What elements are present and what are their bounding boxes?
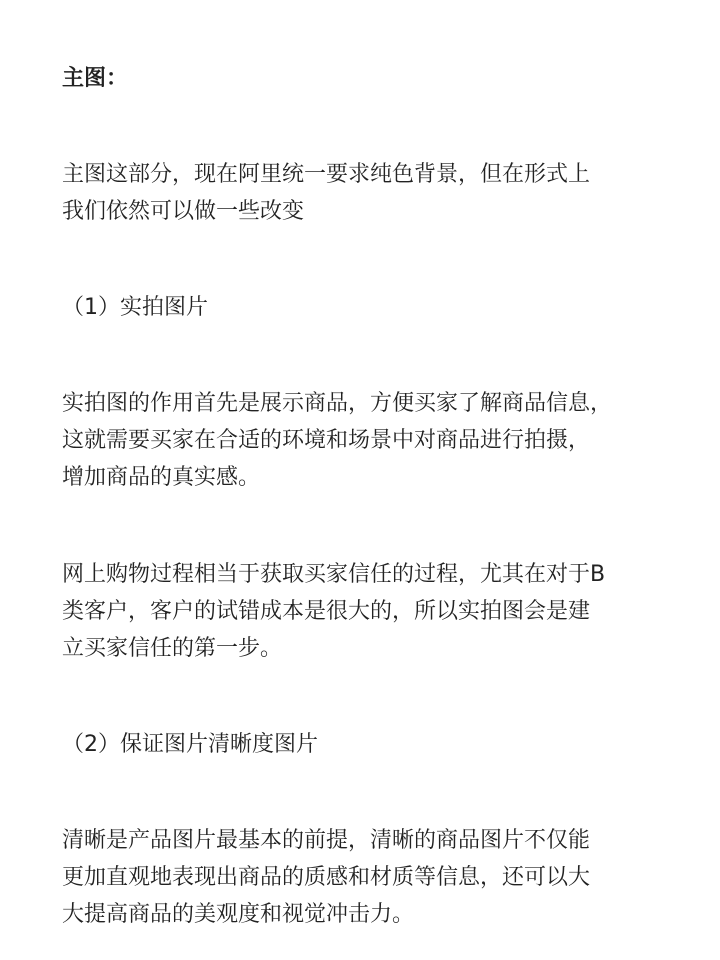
text-line: 我们依然可以做一些改变: [62, 199, 305, 224]
section-2-title: （2）保证图片清晰度图片: [62, 732, 318, 757]
text-line: 立买家信任的第一步。: [62, 636, 283, 661]
text-line: 这就需要买家在合适的环境和场景中对商品进行拍摄，: [62, 428, 591, 453]
text-line: 更加直观地表现出商品的质感和材质等信息，还可以大: [62, 865, 591, 890]
text-line: 主图这部分，现在阿里统一要求纯色背景，但在形式上: [62, 162, 591, 187]
section-1-title: （1）实拍图片: [62, 295, 208, 320]
intro-paragraph: [62, 156, 682, 230]
text-line: 类客户，客户的试错成本是很大的，所以实拍图会是建: [62, 599, 591, 624]
section-2-paragraph-1: [62, 822, 682, 933]
text-line: 大提高商品的美观度和视觉冲击力。: [62, 902, 415, 927]
text-line: 清晰是产品图片最基本的前提，清晰的商品图片不仅能: [62, 828, 591, 853]
text-line: 实拍图的作用首先是展示商品，方便买家了解商品信息，: [62, 391, 613, 416]
text-line: 增加商品的真实感。: [62, 465, 261, 490]
main-image-heading: 主图：: [62, 66, 129, 91]
section-1-paragraph-2: [62, 556, 682, 667]
text-line: 网上购物过程相当于获取买家信任的过程，尤其在对于B: [62, 562, 606, 587]
section-1-paragraph-1: [62, 385, 682, 496]
article: [62, 60, 682, 933]
